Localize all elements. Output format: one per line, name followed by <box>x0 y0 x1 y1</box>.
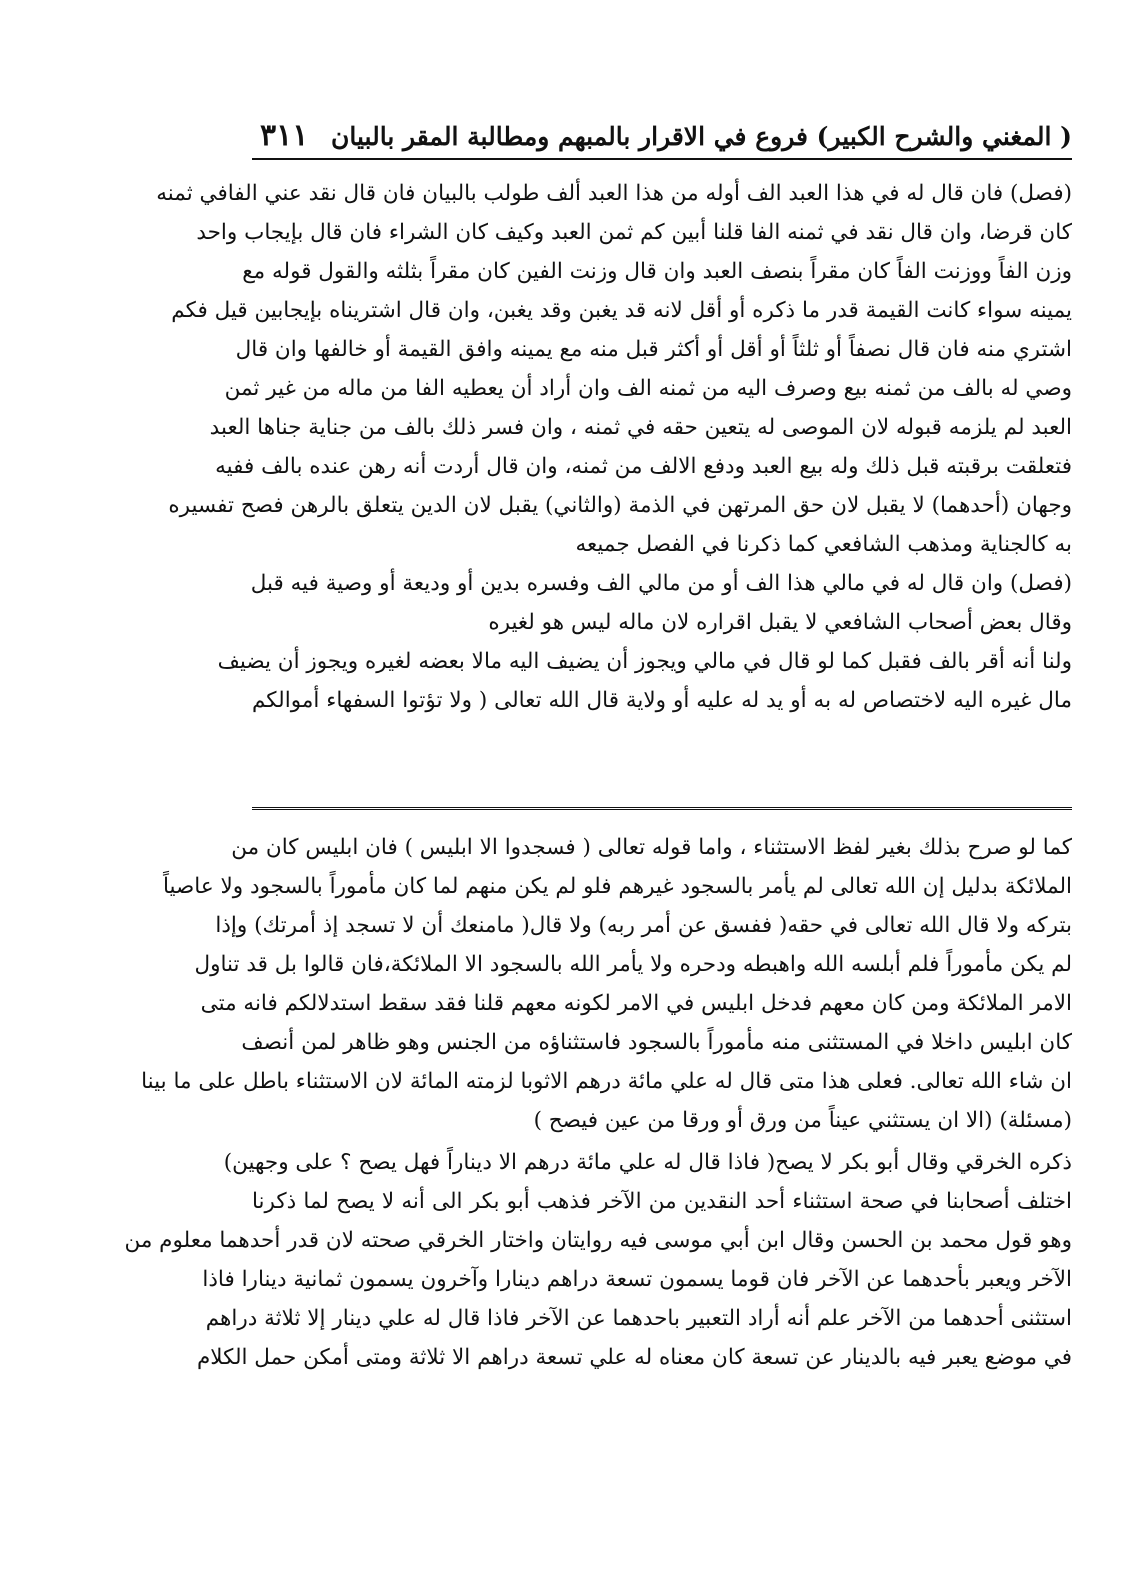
text-line: اختلف أصحابنا في صحة استثناء أحد النقدين من الآخر فذهب أبو بكر الى أنه لا يصح لما ذكرنا <box>252 1189 1072 1214</box>
page-number: ٣١١ <box>260 118 309 153</box>
text-line: وقال بعض أصحاب الشافعي لا يقبل اقراره لان ماله ليس هو لغيره <box>488 610 1072 635</box>
header-rule <box>252 158 1072 160</box>
text-line: مال غيره اليه لاختصاص له به أو يد له عليه أو ولاية قال الله تعالى ( ولا تؤتوا السفهاء أموالكم <box>252 688 1072 713</box>
text-line: في موضع يعبر فيه بالدينار عن تسعة كان معناه له علي تسعة دراهم الا ثلاثة ومتى أمكن حمل الكلام <box>196 1345 1072 1370</box>
text-line: ولنا أنه أقر بالف فقبل كما لو قال في مالي ويجوز أن يضيف اليه مالا بعضه لغيره ويجوز أن يضيف <box>217 649 1072 674</box>
text-line: (فصل) فان قال له في هذا العبد الف أوله من هذا العبد ألف طولب بالبيان فان قال نقد عني الفافي ثمنه <box>156 181 1072 206</box>
text-line: وصي له بالف من ثمنه بيع وصرف اليه من ثمنه الف وان أراد أن يعطيه الفا من ماله من غير ثمن <box>224 376 1072 401</box>
text-line: وجهان (أحدهما) لا يقبل لان حق المرتهن في الذمة (والثاني) يقبل لان الدين يتعلق بالرهن فصح تفسيره <box>168 493 1072 518</box>
text-line: الآخر ويعبر بأحدهما عن الآخر فان قوما يسمون تسعة دراهم دينارا وآخرون يسمون ثمانية دينارا فاذا <box>202 1267 1072 1292</box>
footnote-divider <box>252 807 1072 810</box>
text-line: اشتري منه فان قال نصفاً أو ثلثاً أو أقل أو أكثر قبل منه مع يمينه وافق القيمة أو خالفها وان قال <box>235 337 1072 362</box>
running-header <box>252 118 1072 160</box>
text-line: ان شاء الله تعالى. فعلى هذا متى قال له علي مائة درهم الاثوبا لزمته المائة لان الاستثناء باطل على ما بينا <box>141 1069 1072 1094</box>
text-line: (فصل) وان قال له في مالي هذا الف أو من مالي الف وفسره بدين أو وديعة أو وصية فيه قبل <box>250 571 1072 596</box>
text-line: الملائكة بدليل إن الله تعالى لم يأمر بالسجود غيرهم فلو لم يكن منهم لما كان مأموراً بالسجود ولا عاصياً <box>162 874 1072 899</box>
text-line: فتعلقت برقبته قبل ذلك وله بيع العبد ودفع الالف من ثمنه، وان قال أردت أنه رهن عنده بالف ففيه <box>215 454 1072 479</box>
text-line: وهو قول محمد بن الحسن وقال ابن أبي موسى فيه روايتان واختار الخرقي صحته لان قدر أحدهما معلوم من <box>124 1228 1072 1253</box>
text-line: الامر الملائكة ومن كان معهم فدخل ابليس في الامر لكونه معهم قلنا فقد سقط استدلالكم فانه متى <box>200 991 1072 1016</box>
text-line: به كالجناية ومذهب الشافعي كما ذكرنا في الفصل جميعه <box>575 532 1072 557</box>
text-line: وزن الفاً ووزنت الفاً كان مقراً بنصف العبد وان قال وزنت الفين كان مقراً بثلثه والقول قوله مع <box>242 259 1072 284</box>
text-line: لم يكن مأموراً فلم أبلسه الله واهبطه ودحره ولا يأمر الله بالسجود الا الملائكة،فان قالوا بل قد تناول <box>194 952 1072 977</box>
text-line: استثنى أحدهما من الآخر علم أنه أراد التعبير باحدهما عن الآخر فاذا قال له علي دينار إلا ثلاثة دراهم <box>205 1306 1072 1331</box>
text-line: (مسئلة) (الا ان يستثني عيناً من ورق أو ورقا من عين فيصح ) <box>533 1108 1072 1133</box>
text-line: كما لو صرح بذلك بغير لفظ الاستثناء ، واما قوله تعالى ( فسجدوا الا ابليس ) فان ابليس كان من <box>231 835 1072 860</box>
text-line: يمينه سواء كانت القيمة قدر ما ذكره أو أقل لانه قد يغبن وقد يغبن، وان قال اشتريناه بإيجابين قيل فكم <box>171 298 1072 323</box>
text-line: ذكره الخرقي وقال أبو بكر لا يصح( فاذا قال له علي مائة درهم الا ديناراً فهل يصح ؟ على وجهين) <box>223 1150 1072 1175</box>
text-line: بتركه ولا قال الله تعالى في حقه( ففسق عن أمر ربه) ولا قال( مامنعك أن لا تسجد إذ أمرتك) وإذا <box>215 913 1072 938</box>
text-line: العبد لم يلزمه قبوله لان الموصى له يتعين حقه في ثمنه ، وان فسر ذلك بالف من جناية جناها العبد <box>209 415 1072 440</box>
text-line: كان قرضا، وان قال نقد في ثمنه الفا قلنا أبين كم ثمن العبد وكيف كان الشراء فان قال بإيجاب واحد <box>196 220 1072 245</box>
header-title: ( المغني والشرح الكبير) فروع في الاقرار بالمبهم ومطالبة المقر بالبيان <box>331 122 1072 151</box>
text-line: كان ابليس داخلا في المستثنى منه مأموراً بالسجود فاستثناؤه من الجنس وهو ظاهر لمن أنصف <box>241 1030 1072 1055</box>
